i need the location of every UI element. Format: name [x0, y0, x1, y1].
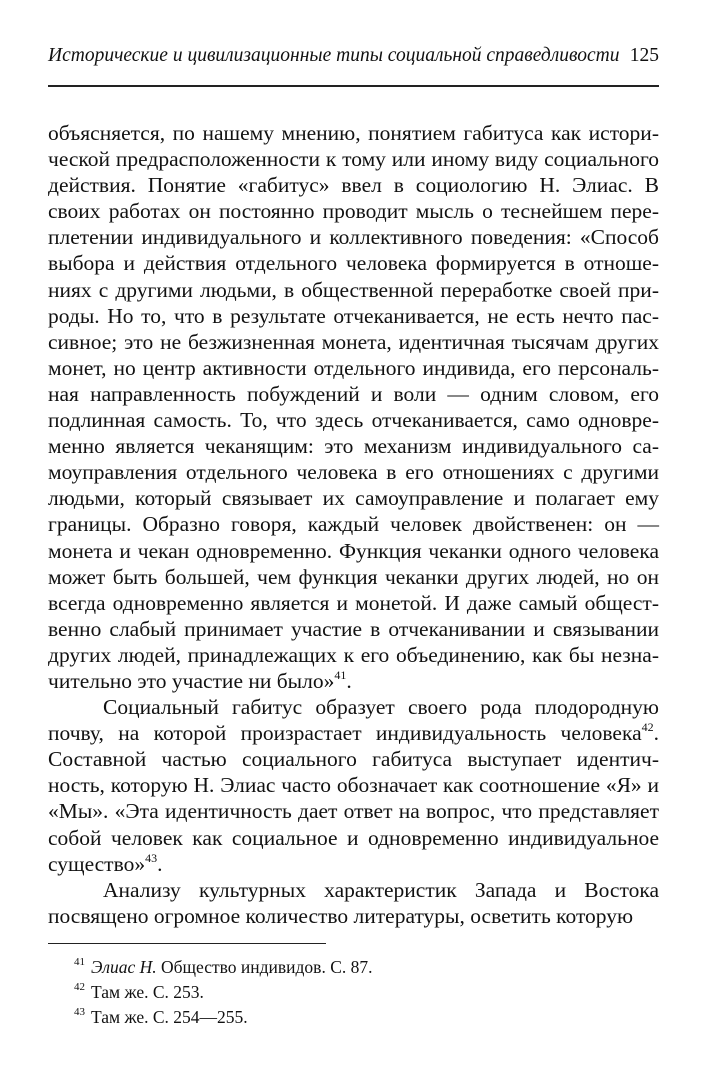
footnote-ref-43: 43: [145, 850, 158, 865]
paragraph-2-text: Социальный габитус образует своего рода плодородную почву, на которой произрастает индивидуальность человека: [48, 695, 659, 746]
running-head: [48, 44, 659, 68]
header-rule: [48, 85, 659, 87]
paragraph-1-text: объясняется, по нашему мнению, понятием габитуса как исторической предрасположенности к тому или иному виду социального действия. Понятие «габитус» ввел в социологию Н. Элиас. В своих работах он постоянно проводит мысль о теснейшем переплетении индивидуального и коллективного поведения: «Способ выбора и действия отдельного человека формируется в отношениях с другими людьми, в общественной переработке своей природы. Но то, что в результате отчеканивается, не есть нечто пассивное; это не безжизненная монета, идентичная тысячам других монет, но центр активности отдельного индивида, его персональная направленность побуждений и воли — одним словом, его подлинная самость. То, что здесь отчеканивается, само одновременно является чеканящим: это механизм индивидуального самоуправления отдельного человека в его отношениях с другими людьми, который связывает их самоуправление и полагает ему границы. Образно говоря, каждый человек двойственен: он — монета и чекан одновременно. Функция чеканки одного человека может быть большей, чем функция чеканки других людей, но он всегда одновременно является и монетой. И даже самый общественно слабый принимает участие в отчеканивании и связывании других людей, принадлежащих к его объединению, как бы незначительно это участие ни было»: [48, 121, 659, 693]
running-title: Исторические и цивилизационные типы социальной справедливости: [48, 45, 620, 66]
footnote-author: Элиас Н.: [91, 957, 157, 977]
main-text: [48, 120, 659, 929]
paragraph-1: [48, 120, 659, 694]
footnote-text: Общество индивидов. С. 87.: [156, 957, 373, 977]
footnote-ref-41: 41: [334, 667, 347, 682]
footnote-separator: [48, 943, 326, 944]
paragraph-3: [48, 877, 659, 929]
footnote-number: 42: [74, 981, 85, 993]
footnote-ref-42: 42: [641, 720, 654, 735]
paragraph-2: [48, 694, 659, 877]
footnote-number: 43: [74, 1006, 85, 1018]
footnote-41: [74, 955, 373, 980]
paragraph-1-tail: .: [346, 668, 352, 693]
footnote-43: [74, 1005, 373, 1030]
page-number: 125: [629, 45, 659, 66]
paragraph-3-text: Анализу культурных характеристик Запада и Востока посвящено огромное количество литературы, осветить которую: [48, 877, 659, 928]
footnotes: [74, 955, 373, 1030]
paragraph-2-text-continued: . Составной частью социального габитуса выступает идентичность, которую Н. Элиас часто обозначает как соотношение «Я» и «Мы». «Эта идентичность дает ответ на вопрос, что представляет собой человек как социальное и одновременно индивидуальное существо»: [48, 721, 659, 876]
footnote-42: [74, 980, 373, 1005]
footnote-text: Там же. С. 253.: [91, 982, 204, 1002]
paragraph-2-tail: .: [157, 851, 163, 876]
footnote-number: 41: [74, 956, 85, 968]
footnote-text: Там же. С. 254—255.: [91, 1007, 248, 1027]
